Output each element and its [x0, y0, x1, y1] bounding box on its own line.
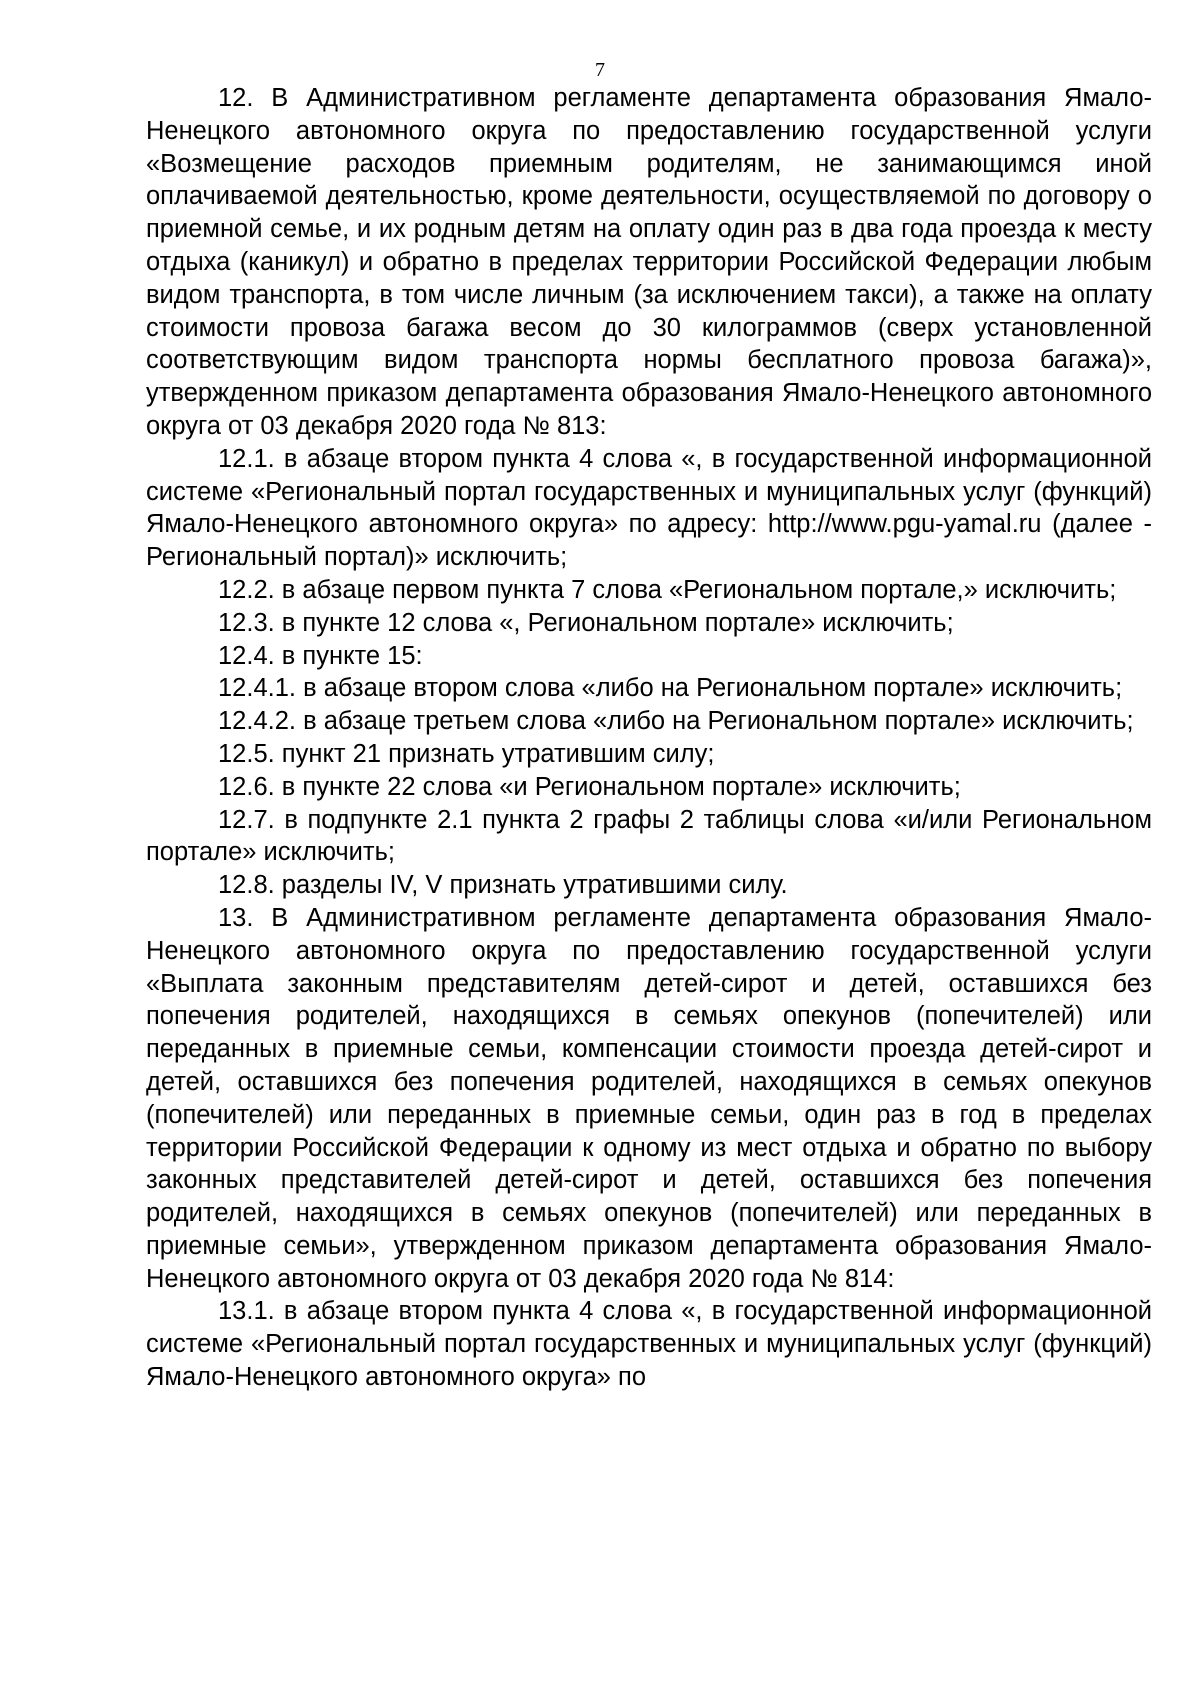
- paragraph-12-1: 12.1. в абзаце втором пункта 4 слова «, в государственной информационной системе «Региональный портал государственных и муниципальных услуг (функций) Ямало-Ненецкого автономного округа» по адресу: http://www.pgu-yamal.ru (далее - Региональный портал)» исключить;: [146, 444, 1152, 572]
- paragraph-12-4-1: 12.4.1. в абзаце втором слова «либо на Региональном портале» исключить;: [218, 674, 1123, 703]
- paragraph-12-4: 12.4. в пункте 15:: [218, 641, 423, 670]
- paragraph-12-4-2: 12.4.2. в абзаце третьем слова «либо на Региональном портале» исключить;: [218, 707, 1134, 736]
- paragraph-12-5: 12.5. пункт 21 признать утратившим силу;: [218, 739, 715, 768]
- paragraph-12-6: 12.6. в пункте 22 слова «и Региональном портале» исключить;: [218, 772, 961, 801]
- paragraph-12-2: 12.2. в абзаце первом пункта 7 слова «Региональном портале,» исключить;: [218, 575, 1117, 604]
- paragraph-13: 13. В Административном регламенте департамента образования Ямало-Ненецкого автономного округа по предоставлению государственной услуги «Выплата законным представителям детей-сирот и детей, оставшихся без попечения родителей, находящихся в семьях опекунов (попечителей) или переданных в приемные семьи, компенсации стоимости проезда детей-сирот и детей, оставшихся без попечения родителей, находящихся в семьях опекунов (попечителей) или переданных в приемные семьи, один раз в год в пределах территории Российской Федерации к одному из мест отдыха и обратно по выбору законных представителей детей-сирот и детей, оставшихся без попечения родителей, находящихся в семьях опекунов (попечителей) или переданных в приемные семьи», утвержденном приказом департамента образования Ямало-Ненецкого автономного округа от 03 декабря 2020 года № 814:: [146, 903, 1152, 1293]
- paragraph-12-3: 12.3. в пункте 12 слова «, Региональном портале» исключить;: [218, 608, 954, 637]
- paragraph-12-7: 12.7. в подпункте 2.1 пункта 2 графы 2 таблицы слова «и/или Региональном портале» исключить;: [146, 805, 1152, 867]
- paragraph-13-1: 13.1. в абзаце втором пункта 4 слова «, в государственной информационной системе «Региональный портал государственных и муниципальных услуг (функций) Ямало-Ненецкого автономного округа» по: [146, 1297, 1152, 1392]
- paragraph-12: 12. В Административном регламенте департамента образования Ямало-Ненецкого автономного округа по предоставлению государственной услуги «Возмещение расходов приемным родителям, не занимающимся иной оплачиваемой деятельностью, кроме деятельности, осуществляемой по договору о приемной семье, и их родным детям на оплату один раз в два года проезда к месту отдыха (каникул) и обратно в пределах территории Российской Федерации любым видом транспорта, в том числе личным (за исключением такси), а также на оплату стоимости провоза багажа весом до 30 килограммов (сверх установленной соответствующим видом транспорта нормы бесплатного провоза багажа)», утвержденном приказом департамента образования Ямало-Ненецкого автономного округа от 03 декабря 2020 года № 813:: [146, 84, 1152, 440]
- document-body: [146, 82, 1152, 1394]
- paragraph-12-8: 12.8. разделы IV, V признать утратившими силу.: [218, 871, 788, 900]
- page-number: 7: [595, 59, 605, 81]
